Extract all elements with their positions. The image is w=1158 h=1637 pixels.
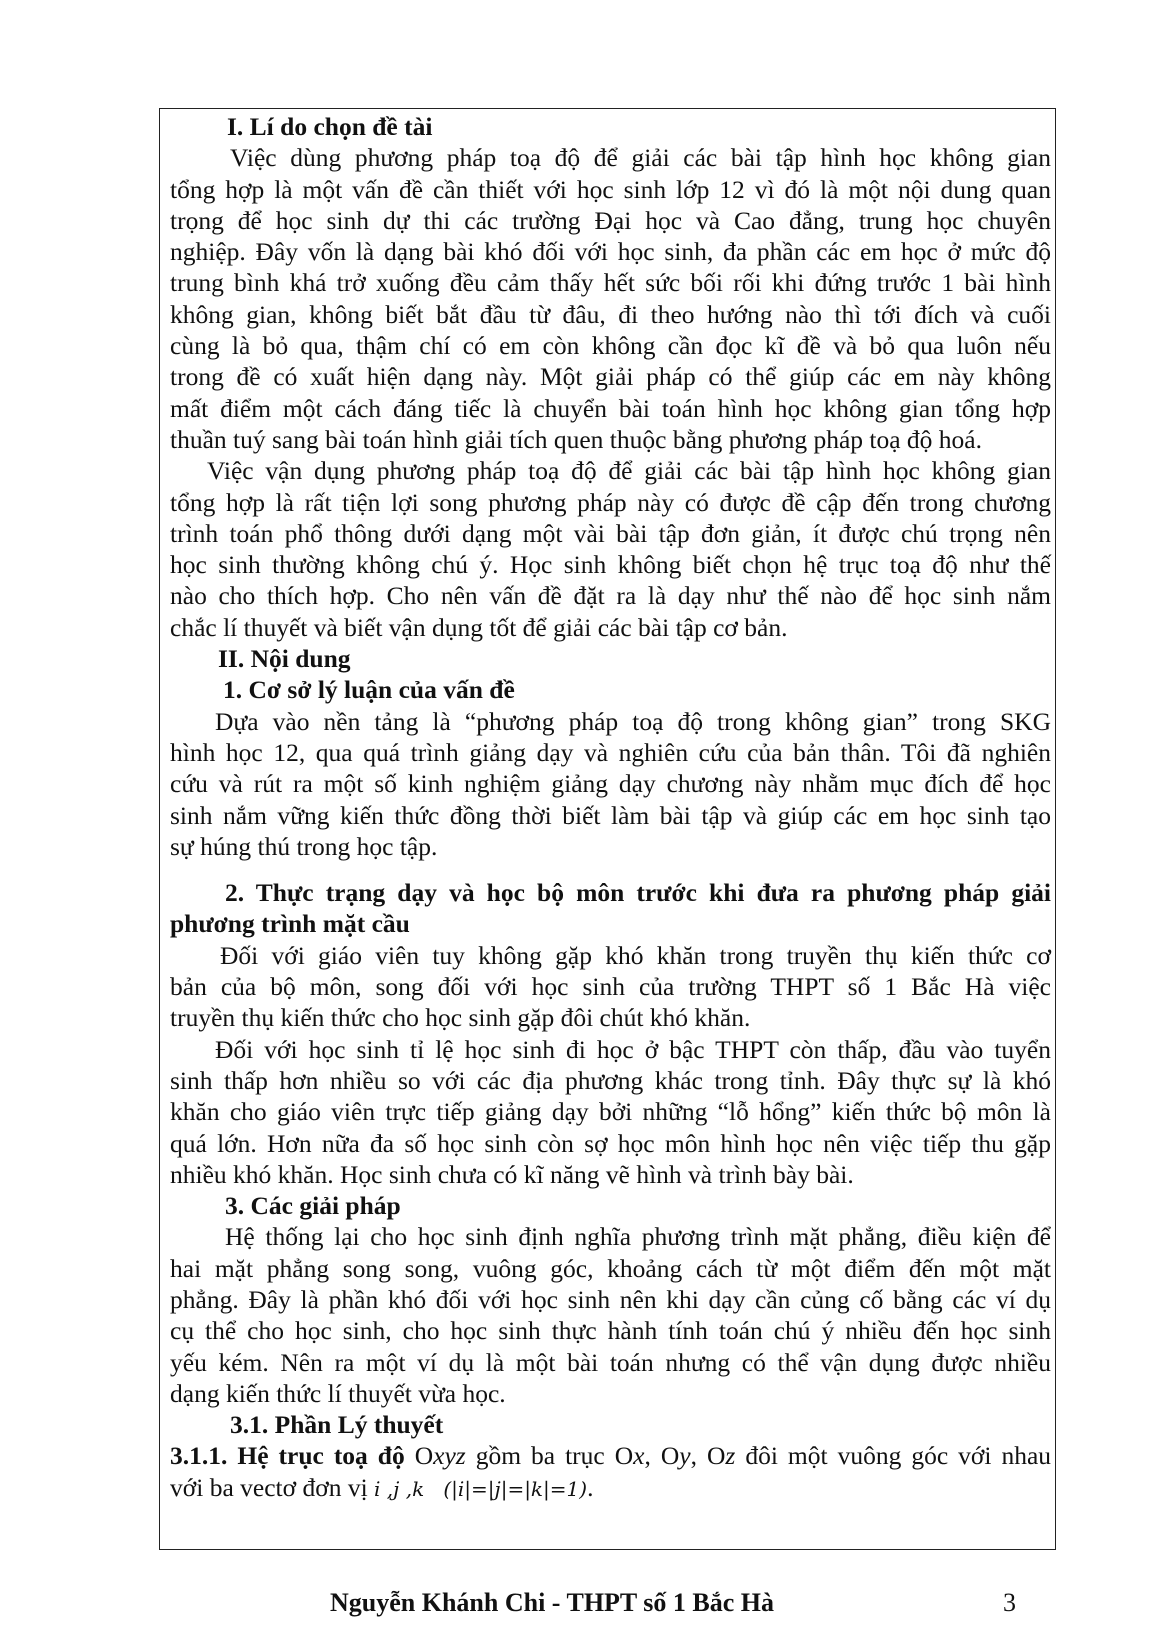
para-line: trọng để học sinh dự thi các trường Đại học và Cao đẳng, trung học chuyên bbox=[170, 205, 1051, 235]
para-line: Việc vận dụng phương pháp toạ độ để giải các bài tập hình học không gian bbox=[207, 456, 1051, 486]
text-run: đôi một vuông góc với nhau bbox=[735, 1441, 1052, 1471]
para-line: mất điểm một cách đáng tiếc là chuyển bài toán hình học không gian tổng hợp bbox=[170, 393, 1051, 423]
para-line: trình toán phổ thông dưới dạng một vài bài tập đơn giản, ít được chú trọng nên bbox=[170, 518, 1051, 548]
para-line: cụ thể cho học sinh, cho học sinh thực hành tính toán chú ý nhiều đến học sinh bbox=[170, 1316, 1051, 1346]
para-line: Đối với giáo viên tuy không gặp khó khăn trong truyền thụ kiến thức cơ bbox=[220, 940, 1051, 970]
para-line: chắc lí thuyết và biết vận dụng tốt để giải các bài tập cơ bản. bbox=[170, 612, 788, 642]
subsection-3-heading: 3. Các giải pháp bbox=[225, 1191, 401, 1221]
text-run: với ba vectơ đơn vị bbox=[170, 1472, 375, 1502]
para-line: thuần tuý sang bài toán hình giải tích quen thuộc bằng phương pháp toạ độ hoá. bbox=[170, 424, 982, 454]
para-line: Hệ thống lại cho học sinh định nghĩa phương trình mặt phẳng, điều kiện để bbox=[225, 1222, 1051, 1252]
para-line: nghiệp. Đây vốn là dạng bài khó đối với học sinh, đa phần các em học ở mức độ bbox=[170, 237, 1051, 267]
para-line: truyền thụ kiến thức cho học sinh gặp đôi chút khó khăn. bbox=[170, 1003, 751, 1033]
subsection-2-heading: 2. Thực trạng dạy và học bộ môn trước khi đưa ra phương pháp giải bbox=[225, 878, 1051, 908]
para-line: nhiều khó khăn. Học sinh chưa có kĩ năng vẽ hình và trình bày bài. bbox=[170, 1159, 854, 1189]
text-run: . bbox=[587, 1472, 594, 1502]
para-line: tổng hợp là rất tiện lợi song phương pháp này có được đề cập đến trong chương bbox=[170, 487, 1051, 517]
page-number: 3 bbox=[1003, 1588, 1016, 1617]
norm-expression: (|i|=|j|=|k|=1) bbox=[443, 1476, 588, 1501]
para-line: khăn cho giáo viên trực tiếp giảng dạy bởi những “lỗ hổng” kiến thức bộ môn là bbox=[170, 1097, 1051, 1127]
para-line: dạng kiến thức lí thuyết vừa học. bbox=[170, 1378, 506, 1408]
section-2-heading: II. Nội dung bbox=[218, 644, 351, 674]
para-line: hai mặt phẳng song song, vuông góc, khoảng cách từ một điểm đến một mặt bbox=[170, 1253, 1051, 1283]
subsection-3-1-heading: 3.1. Phần Lý thuyết bbox=[230, 1410, 444, 1440]
para-line: học sinh thường không chú ý. Học sinh không biết chọn hệ trục toạ độ như thế bbox=[170, 550, 1051, 580]
para-line: Việc dùng phương pháp toạ độ để giải các bài tập hình học không gian bbox=[230, 143, 1051, 173]
section-1-heading: I. Lí do chọn đề tài bbox=[227, 112, 433, 141]
subsection-1-heading: 1. Cơ sở lý luận của vấn đề bbox=[223, 675, 515, 705]
para-line: hình học 12, qua quá trình giảng dạy và nghiên cứu của bản thân. Tôi đã nghiên bbox=[170, 737, 1051, 767]
text-run: , O bbox=[690, 1441, 726, 1471]
text-run: xyz bbox=[433, 1441, 466, 1471]
text-run: gồm ba trục O bbox=[465, 1441, 634, 1471]
para-line: sinh thấp hơn nhiều so với các địa phương khác trong tỉnh. Đây thực sự là khó bbox=[170, 1065, 1051, 1095]
para-line: sự húng thú trong học tập. bbox=[170, 831, 438, 861]
para-line: Dựa vào nền tảng là “phương pháp toạ độ trong không gian” trong SKG bbox=[215, 706, 1051, 736]
text-run: , O bbox=[644, 1441, 680, 1471]
para-line: trong đề có xuất hiện dạng này. Một giải pháp có thể giúp các em này không bbox=[170, 362, 1051, 392]
document-body bbox=[170, 111, 1051, 1503]
item-3-1-1 bbox=[170, 1440, 1051, 1471]
para-line: quá lớn. Hơn nữa đa số học sinh còn sợ học môn hình học nên việc tiếp thu gặp bbox=[170, 1128, 1051, 1158]
para-line: tổng hợp là một vấn đề cần thiết với học sinh lớp 12 vì đó là một nội dung quan bbox=[170, 174, 1051, 204]
text-run: x bbox=[633, 1441, 645, 1471]
para-line: không gian, không biết bắt đầu từ đâu, đi theo hướng nào thì tới đích và cuối bbox=[170, 299, 1051, 329]
subsection-2-heading-cont: phương trình mặt cầu bbox=[170, 909, 410, 939]
text-run: y bbox=[679, 1441, 691, 1471]
para-line: sinh nắm vững kiến thức đồng thời biết làm bài tập và giúp các em học sinh tạo bbox=[170, 800, 1051, 830]
item-3-1-1-label: 3.1.1. Hệ trục toạ độ bbox=[170, 1441, 405, 1471]
para-line: yếu kém. Nên ra một ví dụ là một bài toán nhưng có thể vận dụng được nhiều bbox=[170, 1347, 1051, 1377]
footer-author: Nguyễn Khánh Chi - THPT số 1 Bắc Hà bbox=[330, 1588, 775, 1617]
para-line: cùng là bỏ qua, thậm chí có em còn không cần đọc kĩ đề và bỏ qua luôn nếu bbox=[170, 331, 1051, 361]
text-run: O bbox=[414, 1441, 434, 1471]
para-line: phẳng. Đây là phần khó đối với học sinh nên khi dạy cần củng cố bằng các ví dụ bbox=[170, 1284, 1051, 1314]
para-line: Đối với học sinh tỉ lệ học sinh đi học ở bậc THPT còn thấp, đầu vào tuyển bbox=[215, 1034, 1051, 1064]
page-footer bbox=[0, 1588, 1158, 1628]
para-line: cứu và rút ra một số kinh nghiệm giảng dạy chương này nhằm mục đích để học bbox=[170, 769, 1051, 799]
para-line: bản của bộ môn, song đối với học sinh của trường THPT số 1 Bắc Hà việc bbox=[170, 972, 1051, 1002]
unit-vectors-line bbox=[170, 1472, 1051, 1503]
text-run: z bbox=[725, 1441, 736, 1471]
para-line: trung bình khá trở xuống đều cảm thấy hết sức bối rối khi đứng trước 1 bài hình bbox=[170, 268, 1051, 298]
unit-vectors: i ,j ,k bbox=[374, 1476, 425, 1501]
para-line: nào cho thích hợp. Cho nên vấn đề đặt ra là dạy như thế nào để học sinh nắm bbox=[170, 581, 1051, 611]
